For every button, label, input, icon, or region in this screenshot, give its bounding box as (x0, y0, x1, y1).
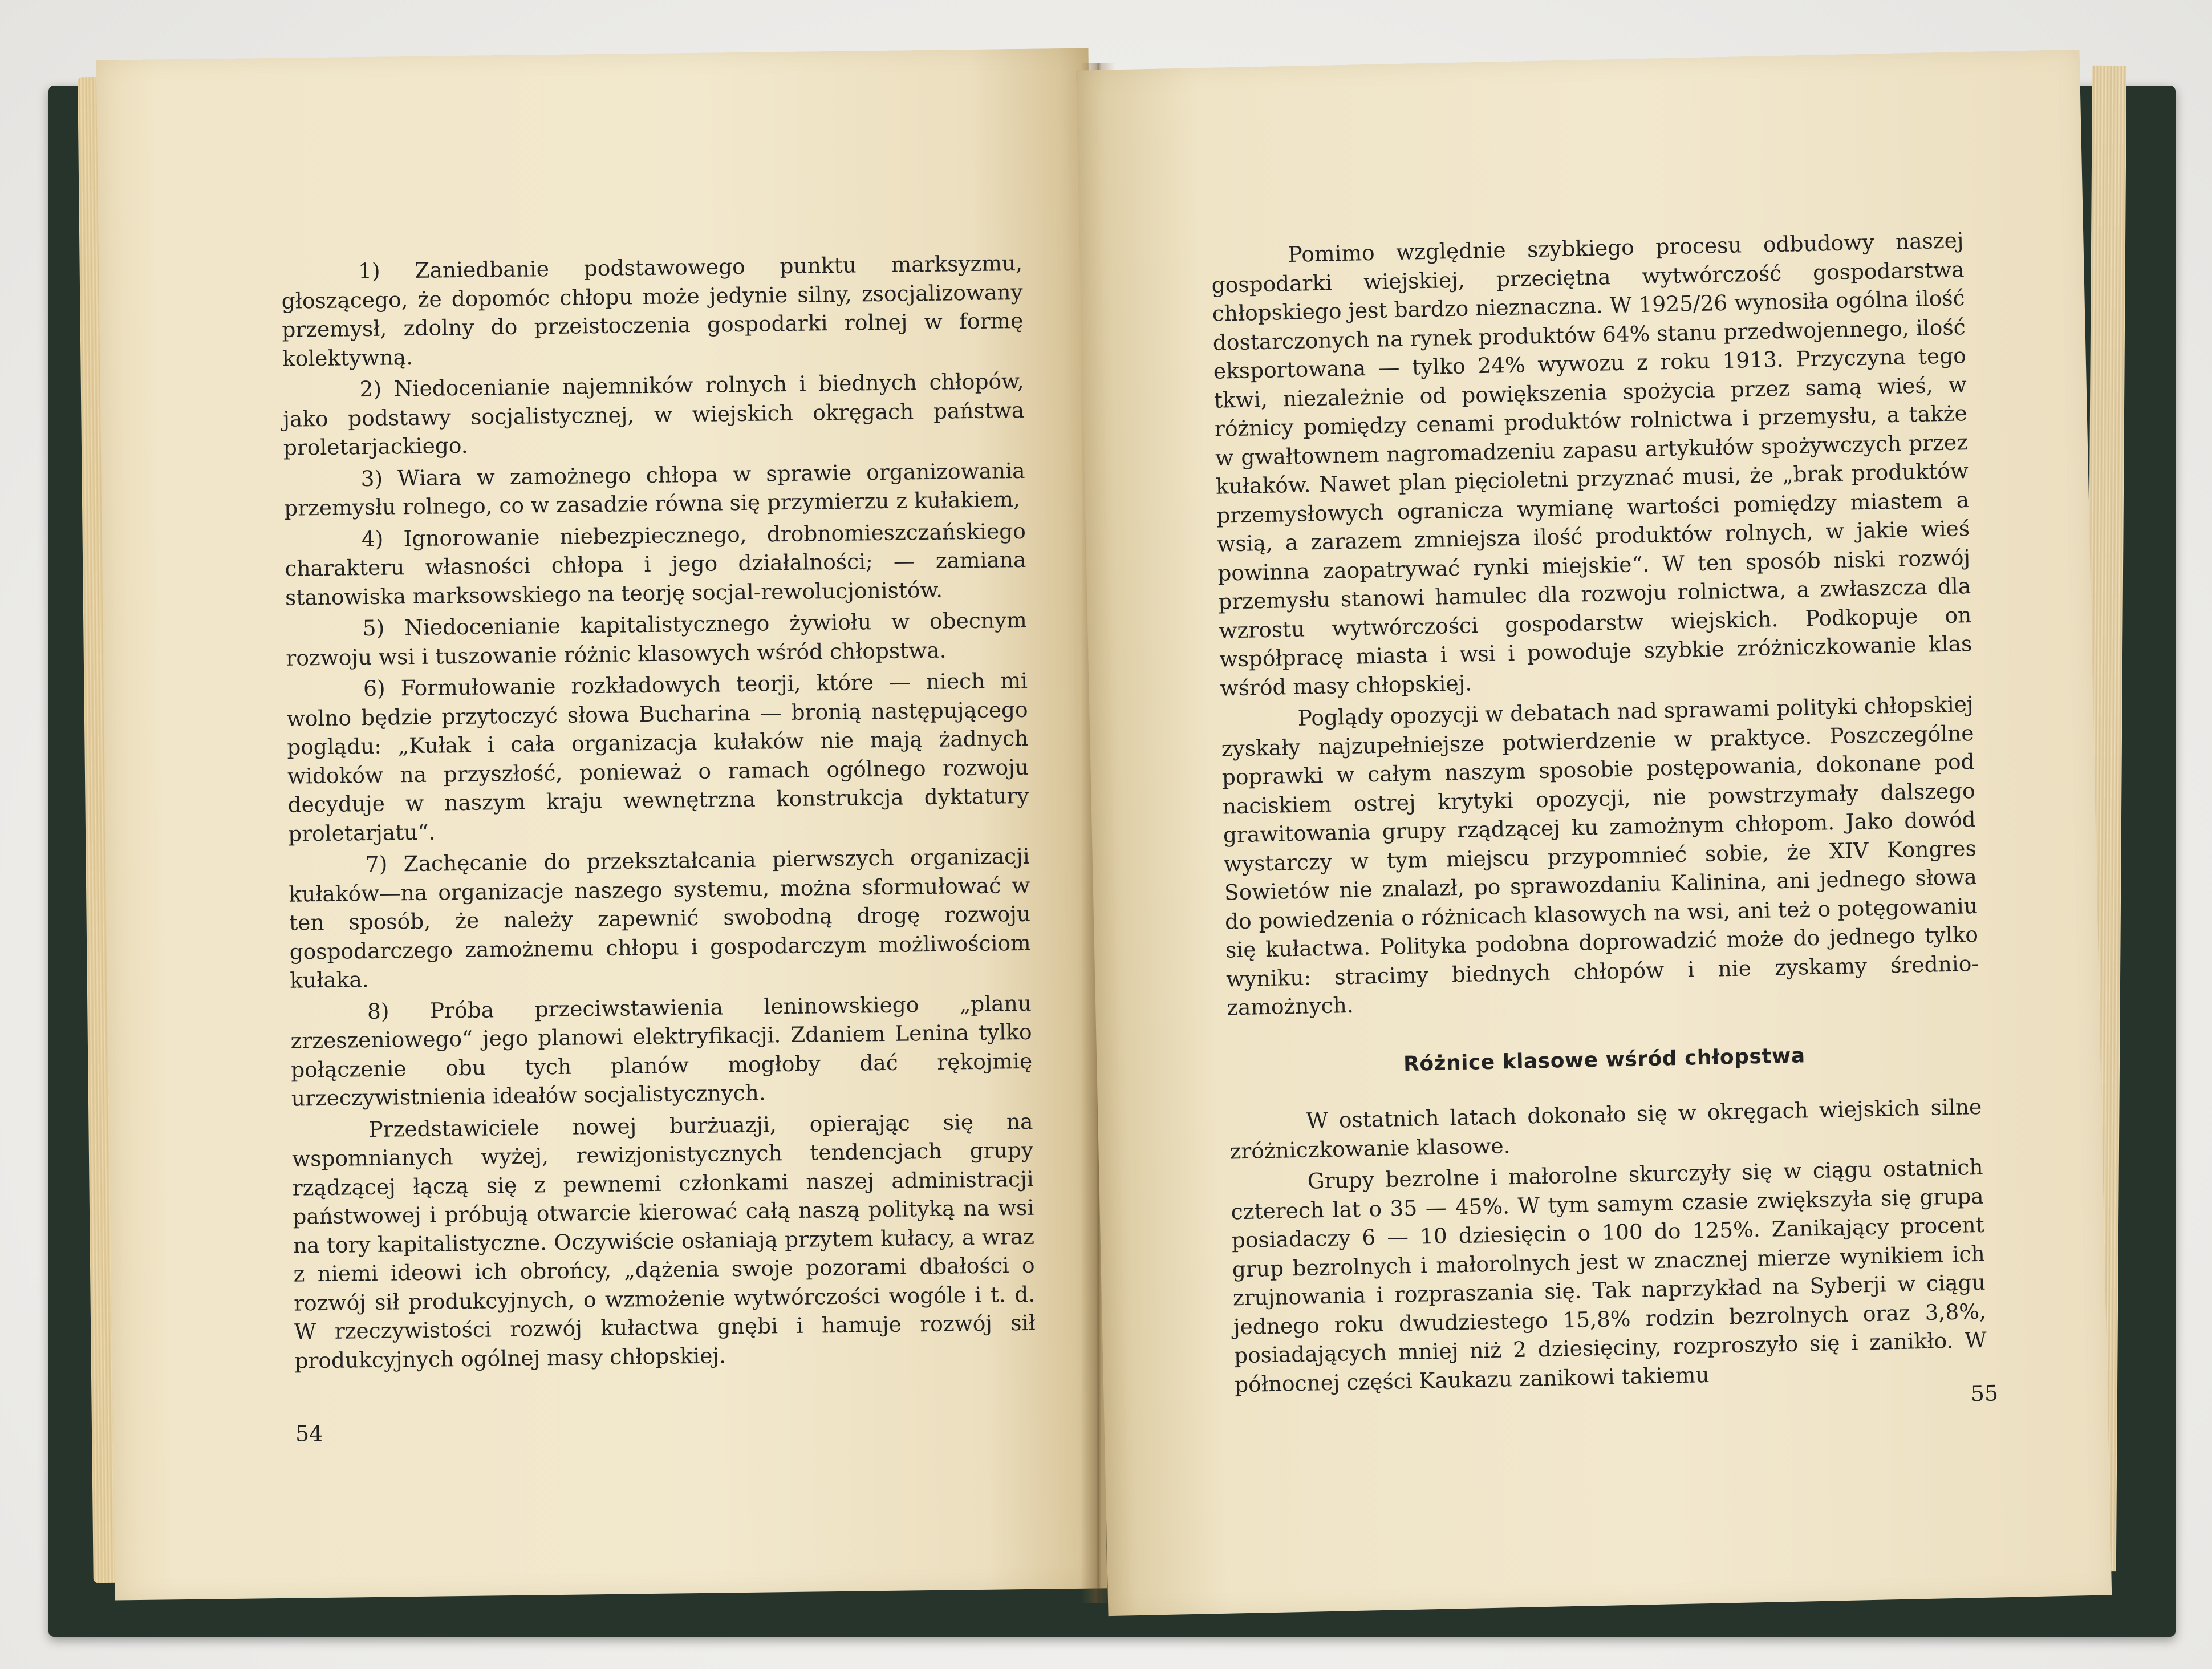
page-number-left: 54 (295, 1421, 323, 1447)
page-number-right: 55 (1970, 1380, 1999, 1407)
left-page (96, 48, 1107, 1600)
left-paragraph-3: 3) Wiara w zamożnego chłopa w sprawie organizowania przemysłu rolnego, co w zasadzie równa się przymierzu z kułakiem, (283, 457, 1025, 521)
right-paragraph-3: W ostatnich latach dokonało się w okręgach wiejskich silne zróżniczkowanie klasowe. (1229, 1093, 1982, 1164)
left-paragraph-1: 1) Zaniedbanie podstawowego punktu marksyzmu, głoszącego, że dopomóc chłopu może jedynie silny, zsocjalizowany przemysł, zdolny do przeistoczenia gospodarki rolnej w formę kolektywną. (281, 250, 1024, 371)
right-page (1076, 50, 2112, 1616)
right-page-text (1211, 226, 1987, 1401)
left-paragraph-6: 6) Formułowanie rozkładowych teorji, które — niech mi wolno będzie przytoczyć słowa Bucharina — bronią następującego poglądu: „Kułak i cała organizacja kułaków nie mają żadnych widoków na przyszłość, ponieważ o ramach ogólnego rozwoju decyduje w naszym kraju wewnętrzna konstrukcja dyktatury proletarjatu“. (286, 667, 1029, 846)
left-paragraph-4: 4) Ignorowanie niebezpiecznego, drobnomieszczańskiego charakteru własności chłopa i jego działalności; — zamiana stanowiska marksowskiego na teorję socjal-rewolucjonistów. (285, 518, 1026, 610)
left-paragraph-8: 8) Próba przeciwstawienia leninowskiego „planu zrzeszeniowego“ jego planowi elektryfikacji. Zdaniem Lenina tylko połączenie obu tych planów mogłoby dać rękojmię urzeczywistnienia ideałów socjalistycznych. (290, 990, 1033, 1111)
left-paragraph-5: 5) Niedocenianie kapitalistycznego żywiołu w obecnym rozwoju wsi i tuszowanie różnic klasowych wśród chłopstwa. (286, 607, 1027, 671)
right-paragraph-1: Pomimo względnie szybkiego procesu odbudowy naszej gospodarki wiejskiej, przeciętna wytwórczość gospodarstwa chłopskiego jest bardzo nieznaczna. W 1925/26 wynosiła ogólna ilość dostarczonych na rynek produktów 64% stanu przedwojennego, ilość eksportowana — tylko 24% wywozu z roku 1913. Przyczyna tego tkwi, niezależnie od powiększenia spożycia przez samą wieś, w różnicy pomiędzy cenami produktów rolnictwa i przemysłu, a także w gwałtownem nagromadzeniu zapasu artykułów spożywczych przez kułaków. Nawet plan pięcioletni przyznać musi, że „brak produktów przemysłowych ogranicza wymianę wartości pomiędzy miastem a wsią, a zarazem zmniejsza ilość produktów rolnych, w jakie wieś powinna zaopatrywać rynki miejskie“. W ten sposób niski rozwój przemysłu stanowi hamulec dla rozwoju rolnictwa, a zwłaszcza dla wzrostu wytwórczości gospodarstw wiejskich. Podkopuje on współpracę miasta i wsi i powoduje szybkie zróżniczkowanie klas wśród masy chłopskiej. (1211, 228, 1972, 701)
left-paragraph-7: 7) Zachęcanie do przekształcania pierwszych organizacji kułaków—na organizacje naszego systemu, można sformułować w ten sposób, że należy zapewnić swobodną drogę rozwoju gospodarczego zamożnemu chłopu i gospodarczym możliwościom kułaka. (289, 843, 1031, 993)
left-page-text (281, 249, 1036, 1378)
section-heading: Różnice klasowe wśród chłopstwa (1403, 1043, 1805, 1076)
left-paragraph-9: Przedstawiciele nowej burżuazji, opierając się na wspomnianych wyżej, rewizjonistycznych tendencjach grupy rządzącej łączą się z pewnemi członkami naszej administracji państwowej i próbują otwarcie kierować całą naszą polityką na wsi na tory kapitalistyczne. Oczywiście osłaniają przytem kułacy, a wraz z niemi ideowi ich obrońcy, „dążenia swoje pozorami dbałości o rozwój sił produkcyjnych, o wzmożenie wytwórczości wogóle i t. d. W rzeczywistości rozwój kułactwa gnębi i hamuje rozwój sił produkcyjnych ogólnej masy chłopskiej. (291, 1108, 1036, 1374)
right-paragraph-4: Grupy bezrolne i małorolne skurczyły się w ciągu ostatnich czterech lat o 35 — 45%. W tym samym czasie zwiększyła się grupa posiadaczy 6 — 10 dziesięcin o 100 do 125%. Zanikający procent grup bezrolnych i małorolnych jest w znacznej mierze wynikiem ich zrujnowania i rozpraszania się. Tak naprzykład na Syberji w ciągu jednego roku dwudziestego 15,8% rodzin bezrolnych oraz 3,8%, posiadających mniej niż 2 dziesięciny, rozproszyło się i zanikło. W północnej części Kaukazu zanikowi takiemu (1231, 1154, 1987, 1397)
right-paragraph-2: Poglądy opozycji w debatach nad sprawami polityki chłopskiej zyskały najzupełniejsze potwierdzenie w praktyce. Poszczególne poprawki w całym naszym sposobie postępowania, dokonane pod naciskiem ostrej krytyki opozycji, nie powstrzymały dalszego grawitowania grupy rządzącej ku zamożnym chłopom. Jako dowód wystarczy w tym miejscu przypomnieć sobie, że XIV Kongres Sowietów nie znalazł, po sprawozdaniu Kalinina, ani jednego słowa do powiedzenia o różnicach klasowych na wsi, ani też o potęgowaniu się kułactwa. Polityka podobna doprowadzić może do jednego tylko wyniku: stracimy biednych chłopów i nie zyskamy średnio-zamożnych. (1221, 691, 1979, 1020)
left-paragraph-2: 2) Niedocenianie najemników rolnych i biednych chłopów, jako podstawy socjalistycznej, w wiejskich okręgach państwa proletarjackiego. (283, 368, 1025, 460)
